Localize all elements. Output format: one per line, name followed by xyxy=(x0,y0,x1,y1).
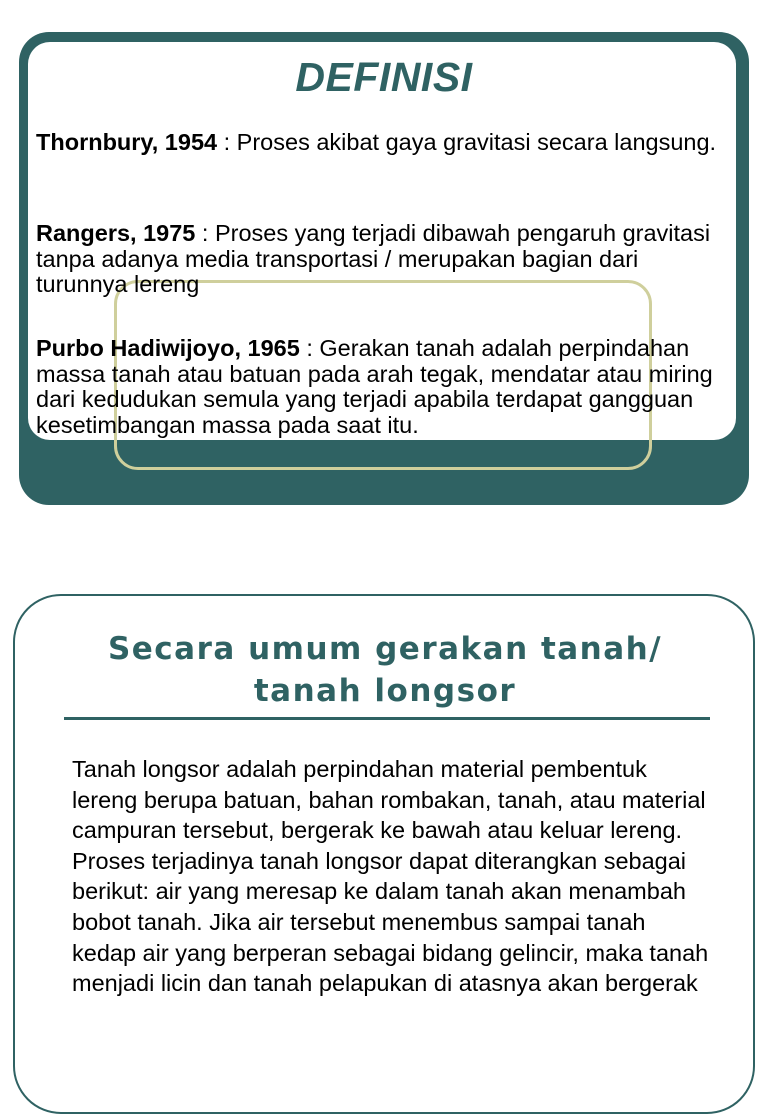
definition-text: : Proses yang terjadi dibawah pengaruh gravitasi tanpa adanya media transportasi / merupakan bagian dari turunnya lereng xyxy=(36,220,711,297)
slide-title: Secara umum gerakan tanah/ tanah longsor xyxy=(107,631,663,709)
definition-rangers xyxy=(36,221,726,298)
title-divider xyxy=(64,717,710,720)
definition-text: : Gerakan tanah adalah perpindahan massa tanah atau batuan pada arah tegak, mendatar atau miring dari kedudukan semula yang terjadi apabila terdapat gangguan kesetimbangan massa pada saat itu. xyxy=(36,335,713,438)
slide-body-text: Tanah longsor adalah perpindahan material pembentuk lereng berupa batuan, bahan rombakan, tanah, atau material campuran tersebut, bergerak ke bawah atau keluar lereng. Proses terjadinya tanah longsor dapat diterangkan sebagai berikut: air yang meresap ke dalam tanah akan menambah bobot tanah. Jika air tersebut menembus sampai tanah kedap air yang berperan sebagai bidang gelincir, maka tanah menjadi licin dan tanah pelapukan di atasnya akan bergerak xyxy=(72,756,709,997)
definition-source: Rangers, 1975 xyxy=(36,220,196,246)
slide-title: DEFINISI xyxy=(295,54,473,100)
slide-gerakan-tanah xyxy=(0,590,768,1024)
definition-thornbury xyxy=(36,130,726,156)
definition-text: : Proses akibat gaya gravitasi secara langsung. xyxy=(217,129,717,155)
slide-definisi xyxy=(0,0,768,520)
definition-source: Thornbury, 1954 xyxy=(36,129,218,155)
definition-source: Purbo Hadiwijoyo, 1965 xyxy=(36,335,300,361)
definition-purbo-hadiwijoyo xyxy=(36,336,726,438)
